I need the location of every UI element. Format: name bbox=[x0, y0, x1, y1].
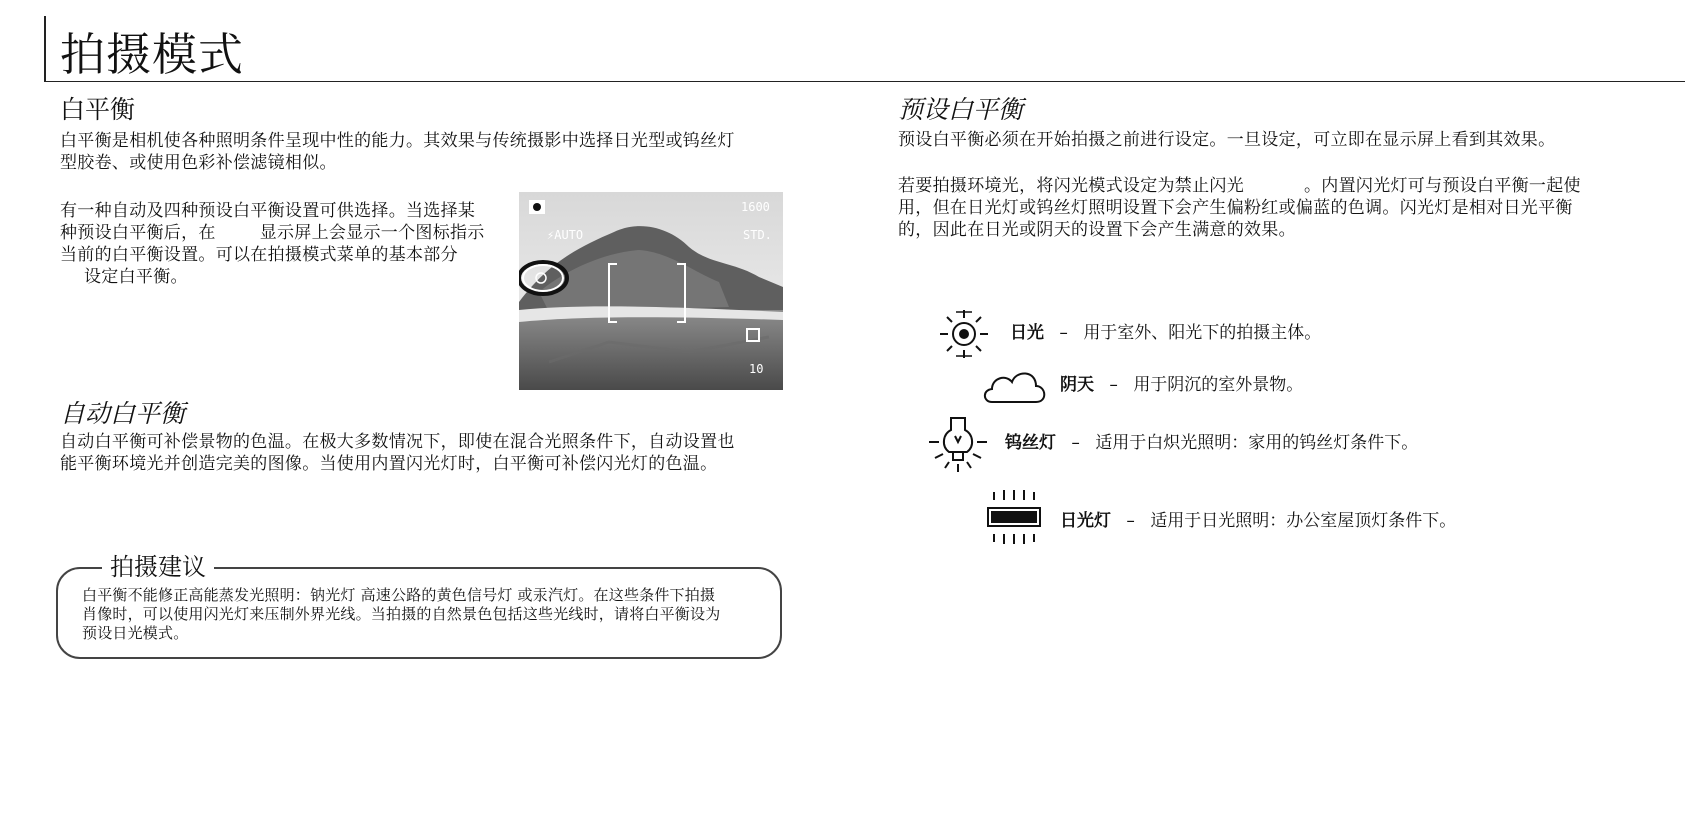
preset-line: 用，但在日光灯或钨丝灯照明设置下会产生偏粉红或偏蓝的色调。闪光灯是相对日光平衡 bbox=[898, 198, 1573, 218]
title-rule-vertical bbox=[44, 16, 46, 82]
iso-value: 1600 bbox=[741, 200, 770, 214]
tungsten-icon bbox=[925, 412, 991, 474]
cloudy-icon bbox=[980, 362, 1050, 408]
white-balance-heading: 白平衡 bbox=[60, 95, 136, 124]
preset-wb-para1: 预设白平衡必须在开始拍摄之前进行设定。一旦设定，可立即在显示屏上看到其效果。 bbox=[898, 130, 1556, 150]
options-text: 显示屏上会显示一个图标指示 bbox=[259, 223, 485, 243]
preset-dash: – bbox=[1071, 433, 1080, 453]
preset-dash: – bbox=[1126, 511, 1135, 531]
white-balance-intro bbox=[60, 130, 790, 174]
fluorescent-icon bbox=[980, 488, 1048, 546]
preset-name: 日光灯 bbox=[1060, 511, 1111, 531]
tip-text bbox=[82, 586, 762, 643]
preset-dash: – bbox=[1109, 375, 1118, 395]
preset-desc: 适用于日光照明：办公室屋顶灯条件下。 bbox=[1150, 511, 1457, 531]
intro-line: 白平衡是相机使各种照明条件呈现中性的能力。其效果与传统摄影中选择日光型或钨丝灯 bbox=[60, 131, 735, 151]
flash-mode-label: ⚡AUTO bbox=[547, 228, 584, 242]
preset-dash: – bbox=[1059, 323, 1068, 343]
auto-wb-heading: 自动白平衡 bbox=[60, 399, 186, 428]
intro-line: 型胶卷、或使用色彩补偿滤镜相似。 bbox=[60, 153, 337, 173]
auto-wb-text bbox=[60, 431, 790, 475]
page-title: 拍摄模式 bbox=[60, 28, 245, 81]
options-line: 有一种自动及四种预设白平衡设置可供选择。当选择某 bbox=[60, 201, 476, 221]
auto-wb-line: 自动白平衡可补偿景物的色温。在极大多数情况下，即使在混合光照条件下，自动设置也 bbox=[60, 432, 735, 452]
auto-wb-line: 能平衡环境光并创造完美的图像。当使用内置闪光灯时，白平衡可补偿闪光灯的色温。 bbox=[60, 454, 718, 474]
options-line bbox=[60, 222, 510, 244]
preset-fluorescent bbox=[1060, 510, 1456, 532]
options-line: 设定白平衡。 bbox=[84, 267, 188, 287]
preset-name: 日光 bbox=[1010, 323, 1044, 343]
tip-title: 拍摄建议 bbox=[102, 553, 214, 581]
frames-remaining: 10 bbox=[749, 362, 764, 376]
white-balance-options-text bbox=[60, 200, 510, 288]
tip-line: 白平衡不能修正高能蒸发光照明：钠光灯 高速公路的黄色信号灯 或汞汽灯。在这些条件下拍摄 bbox=[82, 586, 716, 604]
lcd-scene bbox=[519, 192, 783, 390]
quality-value: STD. bbox=[743, 228, 772, 242]
options-text: 种预设白平衡后，在 bbox=[60, 223, 216, 243]
title-rule-horizontal bbox=[44, 81, 1685, 82]
preset-line: 的，因此在日光或阴天的设置下会产生满意的效果。 bbox=[898, 220, 1296, 240]
preset-desc: 用于阴沉的室外景物。 bbox=[1133, 375, 1304, 395]
preset-tungsten bbox=[1005, 432, 1418, 454]
preset-line bbox=[898, 175, 1668, 197]
preset-text: 。内置闪光灯可与预设白平衡一起使 bbox=[1304, 176, 1581, 196]
preset-desc: 用于室外、阳光下的拍摄主体。 bbox=[1083, 323, 1322, 343]
preset-daylight bbox=[1010, 322, 1321, 344]
preset-text: 若要拍摄环境光，将闪光模式设定为禁止闪光 bbox=[898, 176, 1244, 196]
options-line: 当前的白平衡设置。可以在拍摄模式菜单的基本部分 bbox=[60, 245, 458, 265]
preset-name: 钨丝灯 bbox=[1005, 433, 1056, 453]
preset-name: 阴天 bbox=[1060, 375, 1094, 395]
preset-desc: 适用于白炽光照明：家用的钨丝灯条件下。 bbox=[1095, 433, 1419, 453]
daylight-icon bbox=[932, 306, 996, 362]
tip-line: 预设日光模式。 bbox=[82, 624, 189, 642]
tip-line: 肖像时，可以使用闪光灯来压制外界光线。当拍摄的自然景色包括这些光线时，请将白平衡设为 bbox=[82, 605, 721, 623]
preset-wb-heading: 预设白平衡 bbox=[898, 95, 1024, 124]
preset-wb-para2 bbox=[898, 175, 1668, 241]
preset-cloudy bbox=[1060, 374, 1303, 396]
lcd-preview-image bbox=[519, 192, 783, 390]
